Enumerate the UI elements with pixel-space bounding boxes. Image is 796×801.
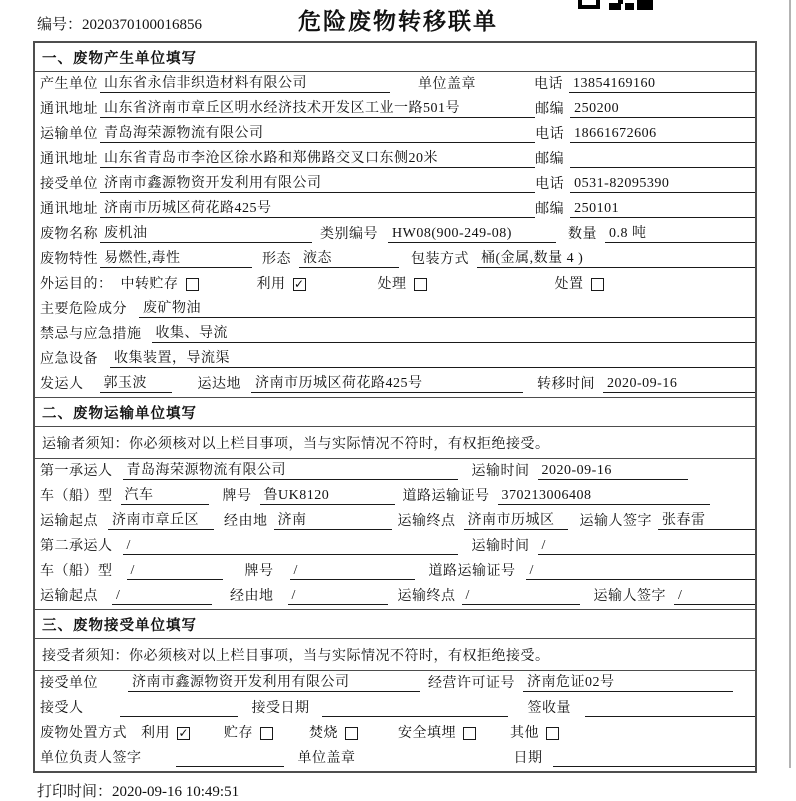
field-label: 运输时间 — [471, 464, 530, 479]
page-edge-line — [789, 0, 791, 768]
field-label: 道路运输证号 — [402, 489, 490, 504]
field-label: 通讯地址 — [40, 102, 98, 117]
qr-module — [618, 0, 623, 4]
field-label: 单位盖章 — [418, 77, 476, 92]
field-value: 桶(金属,数量 4 ) — [477, 250, 755, 268]
field-label: 第一承运人 — [40, 464, 113, 479]
field-label: 电话 — [534, 77, 563, 92]
field-label: 转移时间 — [537, 377, 595, 392]
field-value: 青岛海荣源物流有限公司 — [100, 125, 535, 143]
section-header: 二、废物运输单位填写 — [35, 398, 755, 427]
field-label: 废物处置方式 — [40, 726, 127, 741]
field-value: 液态 — [299, 250, 399, 268]
form-row — [35, 172, 755, 197]
checkbox-label: 焚烧 — [309, 726, 338, 741]
section-header: 三、废物接受单位填写 — [35, 610, 755, 639]
serial-label: 编号： — [37, 17, 83, 33]
form-row — [35, 696, 755, 721]
checkbox-option — [510, 725, 559, 742]
field-value — [322, 699, 508, 717]
field-value: 0531-82095390 — [570, 175, 755, 193]
qr-module — [637, 0, 653, 10]
checkbox-label: 利用 — [256, 277, 286, 292]
print-time-value: 2020-09-16 10:49:51 — [112, 784, 240, 800]
checkbox-label: 中转贮存 — [120, 277, 179, 292]
field-value: 郭玉波 — [100, 375, 172, 393]
field-value: 济南危证02号 — [523, 674, 733, 692]
checkbox-label: 安全填埋 — [398, 726, 456, 741]
checkbox-unchecked — [463, 727, 476, 740]
field-value — [120, 699, 238, 717]
field-value: / — [538, 537, 756, 555]
section-header: 一、废物产生单位填写 — [35, 43, 755, 72]
checkbox-unchecked — [414, 278, 427, 291]
field-value: 废机油 — [100, 225, 312, 243]
form-row — [35, 559, 755, 584]
field-label: 邮编 — [535, 152, 565, 167]
form-row — [35, 509, 755, 534]
field-label: 运达地 — [197, 377, 241, 392]
field-value: 收集装置，导流渠 — [110, 350, 755, 368]
field-value: 250101 — [570, 200, 755, 218]
field-label: 邮编 — [535, 102, 565, 117]
form-row — [35, 122, 755, 147]
form-row — [35, 97, 755, 122]
field-value: 张春雷 — [658, 512, 755, 530]
print-time-label: 打印时间： — [37, 784, 113, 800]
field-label: 运输终点 — [397, 589, 456, 604]
field-label: 单位负责人签字 — [40, 751, 142, 766]
field-label: 签收量 — [527, 701, 571, 716]
qr-finder-icon — [578, 0, 600, 9]
field-value: / — [127, 562, 223, 580]
field-label: 邮编 — [535, 202, 565, 217]
checkbox-option — [141, 725, 190, 742]
field-label: 单位盖章 — [297, 751, 356, 766]
field-label: 电话 — [535, 177, 565, 192]
field-label: 牌号 — [244, 564, 274, 579]
section-note: 运输者须知：你必须核对以上栏目事项，当与实际情况不符时，有权拒绝接受。 — [35, 427, 755, 459]
checkbox-checked — [177, 727, 190, 740]
checkbox-option — [309, 725, 358, 742]
field-value: 2020-09-16 — [603, 375, 755, 393]
form-row — [35, 72, 755, 97]
field-label: 运输终点 — [397, 514, 456, 529]
field-label: 牌号 — [222, 489, 252, 504]
field-label: 经营许可证号 — [428, 676, 515, 691]
field-value: 汽车 — [121, 487, 209, 505]
field-value: 250200 — [570, 100, 755, 118]
checkbox-unchecked — [345, 727, 358, 740]
field-value: / — [462, 587, 580, 605]
field-label: 车（船）型 — [40, 489, 113, 504]
form-row — [35, 671, 755, 696]
field-value: / — [112, 587, 212, 605]
qr-module — [609, 3, 621, 10]
field-value: 济南市历城区 — [464, 512, 568, 530]
section-note: 接受者须知：你必须核对以上栏目事项，当与实际情况不符时，有权拒绝接受。 — [35, 639, 755, 671]
serial-value: 2020370100016856 — [82, 17, 203, 33]
field-value: / — [123, 537, 458, 555]
field-value: / — [526, 562, 756, 580]
field-value — [176, 749, 284, 767]
field-label: 包装方式 — [411, 252, 469, 267]
checkbox-unchecked — [546, 727, 559, 740]
field-label: 接受日期 — [251, 701, 310, 716]
field-value: / — [290, 562, 415, 580]
form-row — [35, 746, 755, 771]
field-value: 13854169160 — [569, 75, 755, 93]
field-value: 18661672606 — [570, 125, 755, 143]
checkbox-option — [224, 725, 273, 742]
field-label: 运输人签字 — [579, 514, 652, 529]
form-row — [35, 322, 755, 347]
field-label: 应急设备 — [40, 352, 98, 367]
field-label: 接受单位 — [40, 177, 98, 192]
field-label: 通讯地址 — [40, 152, 98, 167]
field-label: 类别编号 — [320, 227, 378, 242]
field-value: 鲁UK8120 — [260, 487, 395, 505]
field-value: 青岛海荣源物流有限公司 — [123, 462, 458, 480]
checkbox-option — [378, 276, 427, 293]
checkbox-option — [121, 276, 199, 293]
field-value: 易燃性,毒性 — [100, 250, 252, 268]
field-label: 禁忌与应急措施 — [40, 327, 142, 342]
field-label: 主要危险成分 — [40, 302, 127, 317]
field-label: 发运人 — [40, 377, 84, 392]
form-row — [35, 272, 755, 297]
field-label: 接受人 — [40, 701, 84, 716]
checkbox-unchecked — [260, 727, 273, 740]
field-label: 运输时间 — [471, 539, 530, 554]
checkbox-option — [555, 276, 604, 293]
field-label: 经由地 — [230, 589, 274, 604]
form-row — [35, 247, 755, 272]
document-header — [0, 0, 796, 41]
form-section — [35, 609, 755, 771]
check-icon: ✓ — [178, 726, 189, 740]
field-label: 第二承运人 — [40, 539, 113, 554]
field-label: 电话 — [535, 127, 565, 142]
field-label: 废物特性 — [40, 252, 98, 267]
form-row — [35, 459, 755, 484]
field-value: 济南市历城区荷花路425号 — [251, 375, 523, 393]
field-value — [585, 699, 755, 717]
form-row — [35, 372, 755, 397]
field-value: 0.8 吨 — [605, 225, 755, 243]
field-value: HW08(900-249-08) — [388, 225, 556, 243]
form-row — [35, 347, 755, 372]
form-row — [35, 534, 755, 559]
qr-module — [625, 3, 634, 10]
checkbox-label: 贮存 — [224, 726, 253, 741]
field-value: 370213006408 — [498, 487, 710, 505]
field-label: 外运目的： — [40, 277, 113, 292]
form-section — [35, 43, 755, 397]
field-label: 通讯地址 — [40, 202, 98, 217]
checkbox-unchecked — [186, 278, 199, 291]
field-label: 运输起点 — [40, 514, 98, 529]
form-row — [35, 197, 755, 222]
field-value: 废矿物油 — [139, 300, 755, 318]
checkbox-unchecked — [591, 278, 604, 291]
checkbox-label: 其他 — [510, 726, 539, 741]
field-value: 济南市鑫源物资开发利用有限公司 — [128, 674, 420, 692]
field-value: 济南市章丘区 — [108, 512, 214, 530]
form-table — [33, 41, 757, 773]
checkbox-option — [398, 725, 476, 742]
field-label: 经由地 — [224, 514, 268, 529]
field-label: 运输起点 — [40, 589, 98, 604]
field-label: 废物名称 — [40, 227, 98, 242]
qr-code-fragment — [578, 0, 656, 10]
field-label: 日期 — [513, 751, 543, 766]
field-value: 山东省济南市章丘区明水经济技术开发区工业一路501号 — [100, 100, 535, 118]
checkbox-option — [257, 276, 306, 293]
checkbox-label: 处理 — [377, 277, 407, 292]
form-row — [35, 584, 755, 609]
checkbox-label: 利用 — [141, 726, 170, 741]
field-value — [553, 749, 756, 767]
field-value: 收集、导流 — [152, 325, 756, 343]
field-value: 济南市历城区荷花路425号 — [100, 200, 535, 218]
field-label: 运输单位 — [40, 127, 98, 142]
field-value: / — [288, 587, 388, 605]
field-value — [570, 150, 755, 168]
field-value: / — [674, 587, 755, 605]
form-row — [35, 222, 755, 247]
field-value: 山东省青岛市李沧区徐水路和郑佛路交叉口东侧20米 — [100, 150, 535, 168]
field-label: 数量 — [568, 227, 597, 242]
field-label: 形态 — [262, 252, 291, 267]
page-title: 危险废物转移联单 — [298, 9, 498, 34]
form-row — [35, 147, 755, 172]
check-icon: ✓ — [293, 277, 305, 291]
form-section — [35, 397, 755, 609]
field-label: 运输人签字 — [593, 589, 666, 604]
field-value: 济南市鑫源物资开发利用有限公司 — [100, 175, 535, 193]
field-label: 道路运输证号 — [428, 564, 516, 579]
form-row — [35, 721, 755, 746]
field-label: 车（船）型 — [40, 564, 113, 579]
field-label: 接受单位 — [40, 676, 98, 691]
form-row — [35, 484, 755, 509]
form-row — [35, 297, 755, 322]
field-label: 产生单位 — [40, 77, 98, 92]
field-value: 2020-09-16 — [538, 462, 688, 480]
field-value: 山东省永信非织造材料有限公司 — [100, 75, 390, 93]
checkbox-label: 处置 — [554, 277, 584, 292]
field-value: 济南 — [274, 512, 392, 530]
checkbox-checked — [293, 278, 306, 291]
print-time — [37, 780, 796, 801]
